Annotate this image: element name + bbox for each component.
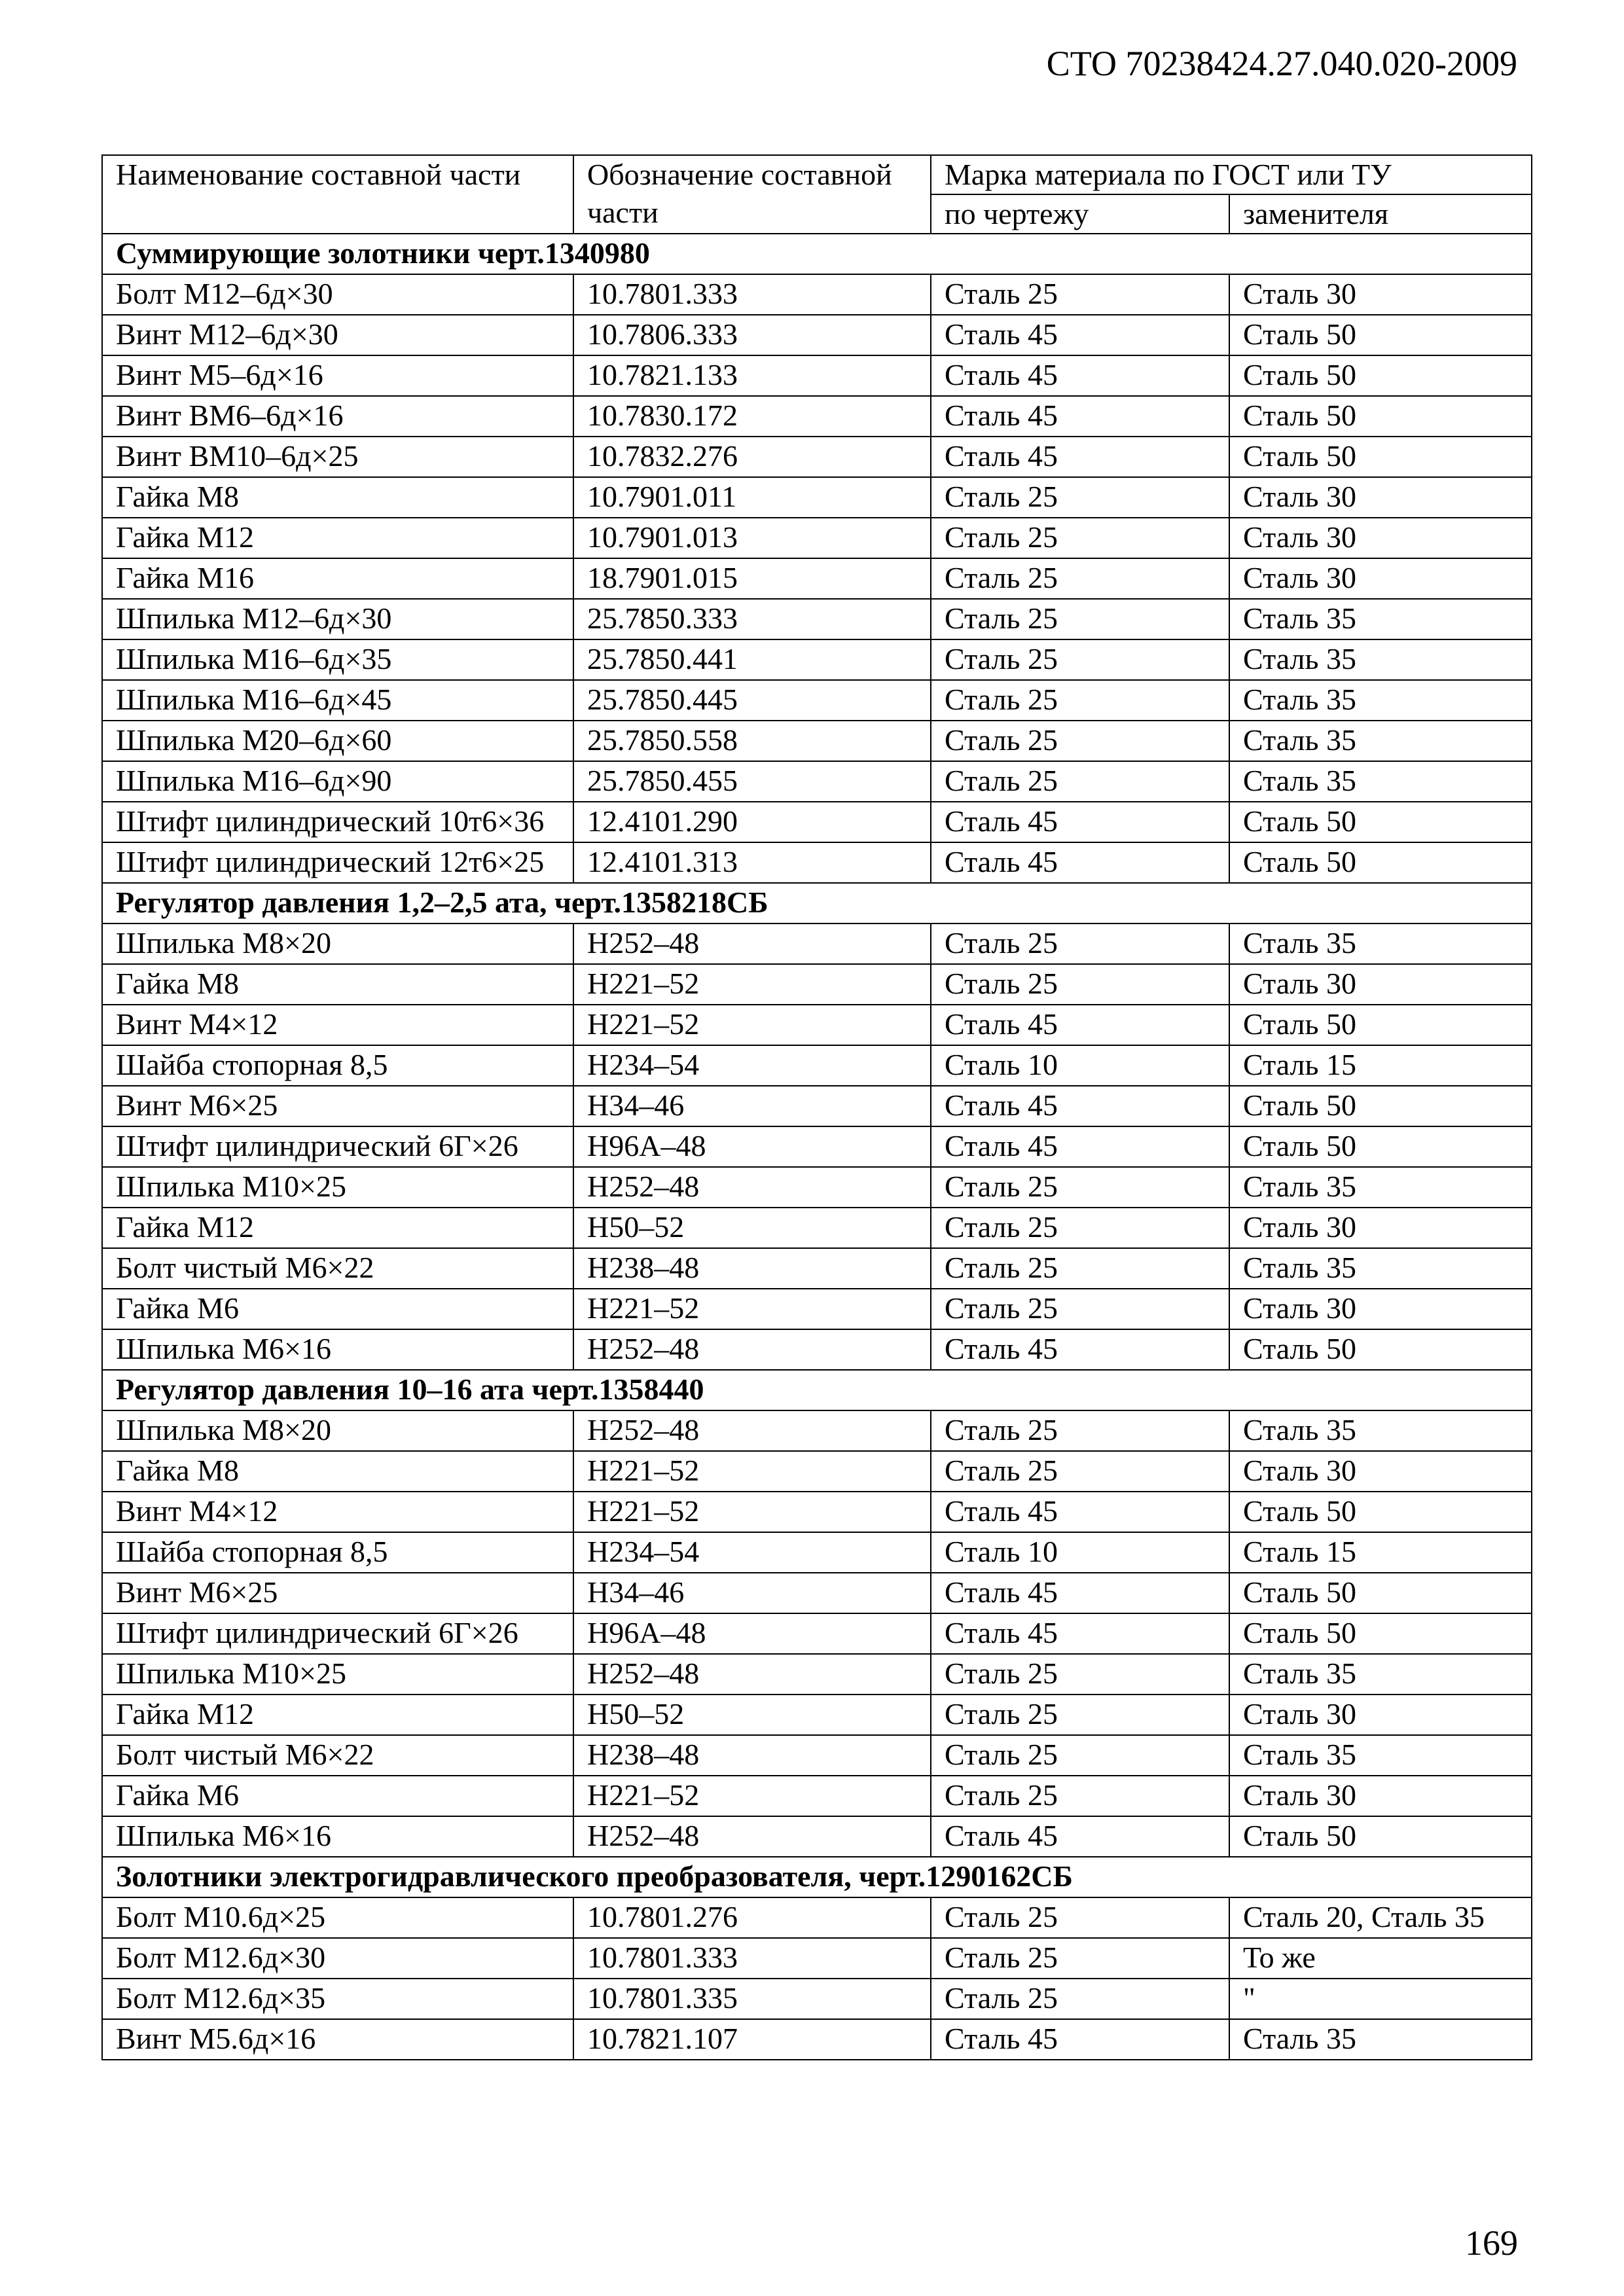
section-title: Суммирующие золотники черт.1340980 <box>102 234 1532 274</box>
part-name-cell: Гайка М8 <box>102 477 573 518</box>
material-substitute-cell: Сталь 30 <box>1229 558 1532 599</box>
material-by-drawing-cell: Сталь 25 <box>931 1938 1229 1979</box>
material-substitute-cell: " <box>1229 1979 1532 2019</box>
material-by-drawing-cell: Сталь 25 <box>931 1979 1229 2019</box>
part-name-cell: Гайка М12 <box>102 1695 573 1735</box>
part-name-cell: Винт М5.6д×16 <box>102 2019 573 2060</box>
part-name-cell: Шпилька М10×25 <box>102 1167 573 1208</box>
part-name-cell: Шпилька М12–6д×30 <box>102 599 573 639</box>
material-by-drawing-cell: Сталь 25 <box>931 1167 1229 1208</box>
designation-cell: Н252–48 <box>573 1410 931 1451</box>
material-substitute-cell: Сталь 35 <box>1229 1248 1532 1289</box>
material-substitute-cell: Сталь 20, Сталь 35 <box>1229 1897 1532 1938</box>
material-by-drawing-cell: Сталь 45 <box>931 2019 1229 2060</box>
designation-cell: Н50–52 <box>573 1695 931 1735</box>
table-row <box>102 1938 1532 1979</box>
material-substitute-cell: Сталь 50 <box>1229 1126 1532 1167</box>
part-name-cell: Винт ВМ6–6д×16 <box>102 396 573 437</box>
material-by-drawing-cell: Сталь 45 <box>931 842 1229 883</box>
material-by-drawing-cell: Сталь 45 <box>931 1005 1229 1045</box>
designation-cell: Н221–52 <box>573 1492 931 1532</box>
material-by-drawing-cell: Сталь 25 <box>931 274 1229 315</box>
material-by-drawing-cell: Сталь 25 <box>931 1735 1229 1776</box>
part-name-cell: Винт М5–6д×16 <box>102 355 573 396</box>
part-name-cell: Шайба стопорная 8,5 <box>102 1532 573 1573</box>
table-row <box>102 721 1532 761</box>
material-substitute-cell: Сталь 35 <box>1229 761 1532 802</box>
header-substitute: заменителя <box>1229 194 1532 234</box>
material-substitute-cell: Сталь 50 <box>1229 842 1532 883</box>
material-by-drawing-cell: Сталь 10 <box>931 1045 1229 1086</box>
designation-cell: Н238–48 <box>573 1735 931 1776</box>
part-name-cell: Гайка М8 <box>102 1451 573 1492</box>
designation-cell: Н221–52 <box>573 1776 931 1816</box>
section-header-row <box>102 234 1532 274</box>
material-by-drawing-cell: Сталь 45 <box>931 1492 1229 1532</box>
material-substitute-cell: Сталь 30 <box>1229 274 1532 315</box>
part-name-cell: Винт М12–6д×30 <box>102 315 573 355</box>
section-header-row <box>102 1370 1532 1410</box>
material-substitute-cell: Сталь 50 <box>1229 1086 1532 1126</box>
table-row <box>102 1208 1532 1248</box>
designation-cell: 10.7821.107 <box>573 2019 931 2060</box>
parts-materials-table <box>101 154 1532 2060</box>
designation-cell: 10.7901.011 <box>573 477 931 518</box>
table-row <box>102 1329 1532 1370</box>
material-by-drawing-cell: Сталь 25 <box>931 1248 1229 1289</box>
designation-cell: Н34–46 <box>573 1086 931 1126</box>
material-substitute-cell: Сталь 35 <box>1229 924 1532 964</box>
section-header-row <box>102 883 1532 924</box>
material-substitute-cell: Сталь 35 <box>1229 2019 1532 2060</box>
part-name-cell: Штифт цилиндрический 12т6×25 <box>102 842 573 883</box>
table-row <box>102 842 1532 883</box>
designation-cell: 10.7801.333 <box>573 274 931 315</box>
material-substitute-cell: Сталь 50 <box>1229 315 1532 355</box>
material-substitute-cell: Сталь 50 <box>1229 355 1532 396</box>
designation-cell: Н221–52 <box>573 1451 931 1492</box>
part-name-cell: Винт ВМ10–6д×25 <box>102 437 573 477</box>
table-row <box>102 1979 1532 2019</box>
designation-cell: Н252–48 <box>573 1816 931 1857</box>
part-name-cell: Гайка М16 <box>102 558 573 599</box>
material-by-drawing-cell: Сталь 25 <box>931 1776 1229 1816</box>
material-by-drawing-cell: Сталь 25 <box>931 1654 1229 1695</box>
material-by-drawing-cell: Сталь 25 <box>931 639 1229 680</box>
material-by-drawing-cell: Сталь 45 <box>931 1613 1229 1654</box>
part-name-cell: Штифт цилиндрический 6Г×26 <box>102 1613 573 1654</box>
table-row <box>102 274 1532 315</box>
designation-cell: Н221–52 <box>573 964 931 1005</box>
table-row <box>102 518 1532 558</box>
part-name-cell: Болт чистый М6×22 <box>102 1735 573 1776</box>
table-row <box>102 802 1532 842</box>
designation-cell: 25.7850.441 <box>573 639 931 680</box>
designation-cell: 18.7901.015 <box>573 558 931 599</box>
table-row <box>102 1289 1532 1329</box>
part-name-cell: Винт М6×25 <box>102 1086 573 1126</box>
designation-cell: 25.7850.445 <box>573 680 931 721</box>
material-by-drawing-cell: Сталь 25 <box>931 680 1229 721</box>
document-code: СТО 70238424.27.040.020-2009 <box>1046 44 1517 83</box>
material-substitute-cell: Сталь 50 <box>1229 802 1532 842</box>
material-substitute-cell: Сталь 50 <box>1229 1329 1532 1370</box>
part-name-cell: Шпилька М8×20 <box>102 1410 573 1451</box>
material-by-drawing-cell: Сталь 25 <box>931 558 1229 599</box>
part-name-cell: Шпилька М10×25 <box>102 1654 573 1695</box>
designation-cell: Н34–46 <box>573 1573 931 1613</box>
table-row <box>102 437 1532 477</box>
page-number: 169 <box>1465 2223 1518 2263</box>
part-name-cell: Шпилька М6×16 <box>102 1329 573 1370</box>
table-row <box>102 315 1532 355</box>
material-substitute-cell: Сталь 35 <box>1229 721 1532 761</box>
material-substitute-cell: То же <box>1229 1938 1532 1979</box>
table-row <box>102 639 1532 680</box>
material-by-drawing-cell: Сталь 25 <box>931 1897 1229 1938</box>
material-by-drawing-cell: Сталь 25 <box>931 477 1229 518</box>
designation-cell: 25.7850.558 <box>573 721 931 761</box>
table-body <box>102 155 1532 2060</box>
designation-cell: 10.7801.335 <box>573 1979 931 2019</box>
material-substitute-cell: Сталь 50 <box>1229 1816 1532 1857</box>
table-row <box>102 1735 1532 1776</box>
table-row <box>102 2019 1532 2060</box>
table-row <box>102 1532 1532 1573</box>
designation-cell: Н252–48 <box>573 1329 931 1370</box>
material-substitute-cell: Сталь 50 <box>1229 1573 1532 1613</box>
material-by-drawing-cell: Сталь 45 <box>931 396 1229 437</box>
material-by-drawing-cell: Сталь 25 <box>931 599 1229 639</box>
material-substitute-cell: Сталь 30 <box>1229 1695 1532 1735</box>
table-row <box>102 558 1532 599</box>
table-row <box>102 1573 1532 1613</box>
table-row <box>102 1613 1532 1654</box>
designation-cell: 10.7801.276 <box>573 1897 931 1938</box>
part-name-cell: Гайка М8 <box>102 964 573 1005</box>
designation-cell: Н252–48 <box>573 1654 931 1695</box>
material-by-drawing-cell: Сталь 45 <box>931 1086 1229 1126</box>
table-row <box>102 761 1532 802</box>
part-name-cell: Винт М4×12 <box>102 1492 573 1532</box>
designation-cell: 12.4101.290 <box>573 802 931 842</box>
table-row <box>102 680 1532 721</box>
material-by-drawing-cell: Сталь 25 <box>931 1410 1229 1451</box>
material-by-drawing-cell: Сталь 25 <box>931 1451 1229 1492</box>
part-name-cell: Болт М12–6д×30 <box>102 274 573 315</box>
material-substitute-cell: Сталь 35 <box>1229 1167 1532 1208</box>
section-title: Регулятор давления 1,2–2,5 ата, черт.1358218СБ <box>102 883 1532 924</box>
part-name-cell: Гайка М12 <box>102 518 573 558</box>
part-name-cell: Винт М4×12 <box>102 1005 573 1045</box>
material-substitute-cell: Сталь 50 <box>1229 437 1532 477</box>
part-name-cell: Болт М12.6д×35 <box>102 1979 573 2019</box>
designation-cell: Н252–48 <box>573 924 931 964</box>
material-by-drawing-cell: Сталь 25 <box>931 761 1229 802</box>
designation-cell: 10.7821.133 <box>573 355 931 396</box>
material-substitute-cell: Сталь 30 <box>1229 964 1532 1005</box>
table-row <box>102 1167 1532 1208</box>
table-row <box>102 599 1532 639</box>
designation-cell: 10.7806.333 <box>573 315 931 355</box>
material-by-drawing-cell: Сталь 25 <box>931 518 1229 558</box>
header-material-group: Марка материала по ГОСТ или ТУ <box>931 155 1532 194</box>
material-substitute-cell: Сталь 15 <box>1229 1532 1532 1573</box>
table-row <box>102 396 1532 437</box>
header-row <box>102 155 1532 194</box>
material-substitute-cell: Сталь 50 <box>1229 1492 1532 1532</box>
designation-cell: Н221–52 <box>573 1005 931 1045</box>
table-row <box>102 924 1532 964</box>
table-row <box>102 1776 1532 1816</box>
table-row <box>102 1492 1532 1532</box>
table-row <box>102 1816 1532 1857</box>
table-row <box>102 964 1532 1005</box>
part-name-cell: Гайка М12 <box>102 1208 573 1248</box>
section-title: Золотники электрогидравлического преобразователя, черт.1290162СБ <box>102 1857 1532 1897</box>
part-name-cell: Шпилька М16–6д×90 <box>102 761 573 802</box>
material-substitute-cell: Сталь 30 <box>1229 1776 1532 1816</box>
material-substitute-cell: Сталь 50 <box>1229 1613 1532 1654</box>
material-by-drawing-cell: Сталь 45 <box>931 1573 1229 1613</box>
part-name-cell: Гайка М6 <box>102 1289 573 1329</box>
designation-cell: 10.7832.276 <box>573 437 931 477</box>
material-substitute-cell: Сталь 35 <box>1229 639 1532 680</box>
material-substitute-cell: Сталь 30 <box>1229 1451 1532 1492</box>
material-substitute-cell: Сталь 35 <box>1229 1735 1532 1776</box>
material-by-drawing-cell: Сталь 25 <box>931 1695 1229 1735</box>
material-by-drawing-cell: Сталь 25 <box>931 1289 1229 1329</box>
table-row <box>102 1654 1532 1695</box>
material-substitute-cell: Сталь 35 <box>1229 680 1532 721</box>
material-substitute-cell: Сталь 30 <box>1229 1289 1532 1329</box>
material-by-drawing-cell: Сталь 45 <box>931 802 1229 842</box>
designation-cell: Н252–48 <box>573 1167 931 1208</box>
designation-cell: 12.4101.313 <box>573 842 931 883</box>
part-name-cell: Болт М12.6д×30 <box>102 1938 573 1979</box>
material-by-drawing-cell: Сталь 45 <box>931 437 1229 477</box>
material-substitute-cell: Сталь 35 <box>1229 1654 1532 1695</box>
designation-cell: Н221–52 <box>573 1289 931 1329</box>
material-by-drawing-cell: Сталь 45 <box>931 1329 1229 1370</box>
part-name-cell: Шпилька М8×20 <box>102 924 573 964</box>
material-by-drawing-cell: Сталь 45 <box>931 1126 1229 1167</box>
part-name-cell: Болт чистый М6×22 <box>102 1248 573 1289</box>
table-row <box>102 355 1532 396</box>
designation-cell: 10.7801.333 <box>573 1938 931 1979</box>
material-by-drawing-cell: Сталь 25 <box>931 1208 1229 1248</box>
material-by-drawing-cell: Сталь 25 <box>931 721 1229 761</box>
header-by-drawing: по чертежу <box>931 194 1229 234</box>
material-by-drawing-cell: Сталь 45 <box>931 1816 1229 1857</box>
table-row <box>102 1897 1532 1938</box>
material-substitute-cell: Сталь 50 <box>1229 396 1532 437</box>
designation-cell: 25.7850.455 <box>573 761 931 802</box>
table-row <box>102 1410 1532 1451</box>
header-designation: Обозначение составной части <box>573 155 931 234</box>
table-row <box>102 1248 1532 1289</box>
designation-cell: Н96А–48 <box>573 1613 931 1654</box>
part-name-cell: Болт М10.6д×25 <box>102 1897 573 1938</box>
material-by-drawing-cell: Сталь 45 <box>931 315 1229 355</box>
table-row <box>102 1695 1532 1735</box>
designation-cell: Н234–54 <box>573 1532 931 1573</box>
section-title: Регулятор давления 10–16 ата черт.1358440 <box>102 1370 1532 1410</box>
part-name-cell: Штифт цилиндрический 10т6×36 <box>102 802 573 842</box>
material-substitute-cell: Сталь 30 <box>1229 477 1532 518</box>
designation-cell: 10.7830.172 <box>573 396 931 437</box>
table-row <box>102 477 1532 518</box>
table-row <box>102 1451 1532 1492</box>
part-name-cell: Штифт цилиндрический 6Г×26 <box>102 1126 573 1167</box>
header-name: Наименование составной части <box>102 155 573 234</box>
material-by-drawing-cell: Сталь 45 <box>931 355 1229 396</box>
designation-cell: Н96А–48 <box>573 1126 931 1167</box>
material-by-drawing-cell: Сталь 25 <box>931 964 1229 1005</box>
table-row <box>102 1126 1532 1167</box>
material-substitute-cell: Сталь 35 <box>1229 599 1532 639</box>
part-name-cell: Шайба стопорная 8,5 <box>102 1045 573 1086</box>
material-substitute-cell: Сталь 15 <box>1229 1045 1532 1086</box>
material-by-drawing-cell: Сталь 25 <box>931 924 1229 964</box>
table-row <box>102 1045 1532 1086</box>
material-substitute-cell: Сталь 50 <box>1229 1005 1532 1045</box>
designation-cell: 10.7901.013 <box>573 518 931 558</box>
part-name-cell: Винт М6×25 <box>102 1573 573 1613</box>
section-header-row <box>102 1857 1532 1897</box>
material-by-drawing-cell: Сталь 10 <box>931 1532 1229 1573</box>
material-substitute-cell: Сталь 30 <box>1229 518 1532 558</box>
material-substitute-cell: Сталь 30 <box>1229 1208 1532 1248</box>
part-name-cell: Шпилька М16–6д×45 <box>102 680 573 721</box>
material-substitute-cell: Сталь 35 <box>1229 1410 1532 1451</box>
part-name-cell: Шпилька М6×16 <box>102 1816 573 1857</box>
table-row <box>102 1086 1532 1126</box>
table-row <box>102 1005 1532 1045</box>
designation-cell: Н234–54 <box>573 1045 931 1086</box>
designation-cell: Н238–48 <box>573 1248 931 1289</box>
part-name-cell: Шпилька М20–6д×60 <box>102 721 573 761</box>
designation-cell: 25.7850.333 <box>573 599 931 639</box>
part-name-cell: Гайка М6 <box>102 1776 573 1816</box>
part-name-cell: Шпилька М16–6д×35 <box>102 639 573 680</box>
designation-cell: Н50–52 <box>573 1208 931 1248</box>
